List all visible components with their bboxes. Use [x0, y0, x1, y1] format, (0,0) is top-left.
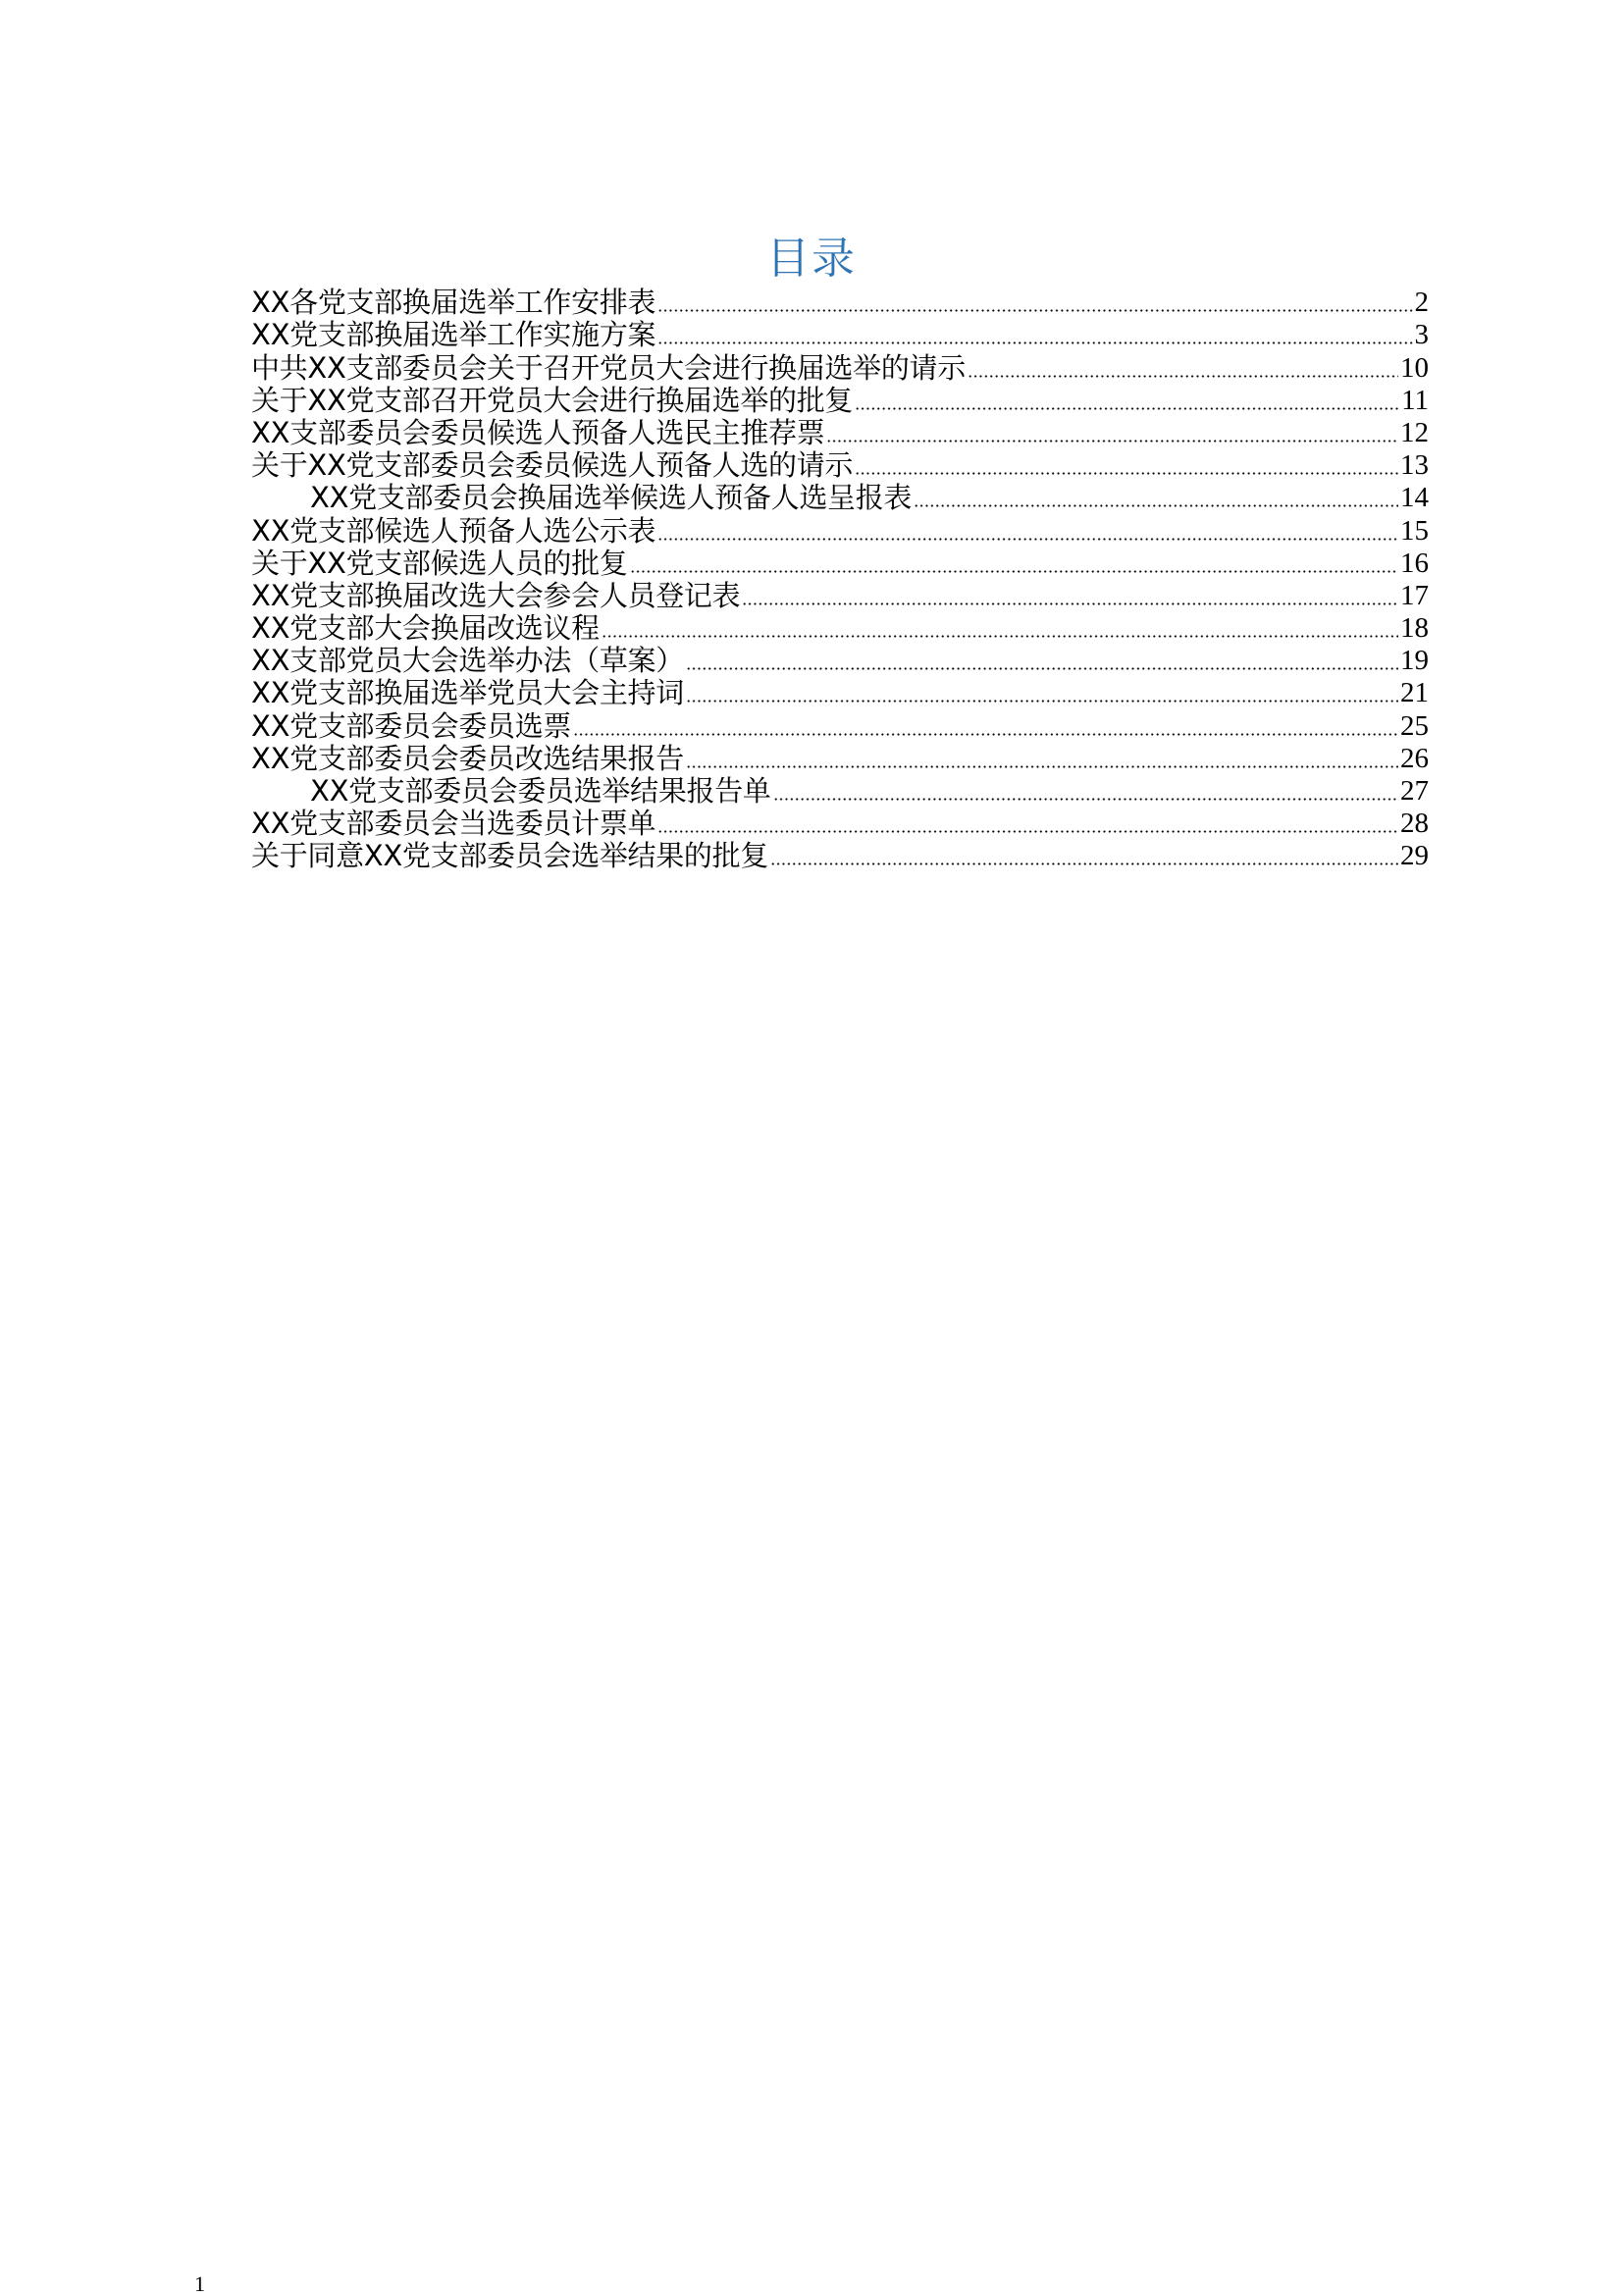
toc-dot-leader	[573, 733, 1398, 736]
toc-entry[interactable]	[251, 709, 1429, 742]
toc-entry[interactable]	[251, 840, 1429, 872]
toc-entry-title: XX党支部委员会换届选举候选人预备人选呈报表	[310, 482, 913, 515]
toc-entry[interactable]	[251, 548, 1429, 580]
toc-entry-page-number: 2	[1414, 287, 1429, 319]
toc-entry-page-number: 19	[1400, 645, 1429, 677]
toc-entry-title: XX党支部委员会委员选举结果报告单	[310, 774, 771, 808]
toc-title: 目录	[766, 234, 857, 284]
toc-entry-page-number: 13	[1400, 449, 1429, 482]
toc-dot-leader	[855, 472, 1398, 475]
toc-dot-leader	[770, 862, 1398, 865]
toc-entry-page-number: 21	[1400, 677, 1429, 709]
toc-dot-leader	[914, 504, 1398, 507]
toc-dot-leader	[686, 700, 1398, 703]
toc-entry-title: XX党支部委员会当选委员计票单	[251, 808, 656, 841]
toc-entry[interactable]	[251, 351, 1429, 384]
toc-dot-leader	[855, 407, 1399, 410]
toc-entry-page-number: 18	[1400, 612, 1429, 645]
toc-entry-page-number: 14	[1400, 482, 1429, 514]
toc-entry-title: 关于XX党支部召开党员大会进行换届选举的批复	[251, 384, 854, 417]
toc-list	[251, 287, 1429, 872]
toc-entry[interactable]	[251, 743, 1429, 775]
toc-entry[interactable]	[251, 514, 1429, 547]
toc-entry-title: XX党支部委员会委员改选结果报告	[251, 742, 684, 775]
toc-entry-page-number: 3	[1414, 319, 1429, 351]
toc-entry[interactable]	[251, 287, 1429, 319]
toc-entry[interactable]	[251, 612, 1429, 645]
toc-entry-title: XX党支部大会换届改选议程	[251, 611, 600, 646]
toc-entry-title: XX支部党员大会选举办法（草案）	[251, 645, 684, 678]
toc-entry[interactable]	[251, 677, 1429, 709]
toc-entry[interactable]	[251, 645, 1429, 677]
toc-entry[interactable]	[251, 580, 1429, 612]
toc-entry-title: 中共XX支部委员会关于召开党员大会进行换届选举的请示	[251, 351, 966, 385]
toc-dot-leader	[657, 309, 1412, 312]
toc-entry[interactable]	[251, 482, 1429, 514]
toc-dot-leader	[657, 341, 1412, 344]
toc-entry-page-number: 15	[1400, 514, 1429, 547]
toc-entry[interactable]	[251, 319, 1429, 351]
toc-entry-title: XX党支部委员会委员选票	[251, 709, 572, 743]
toc-entry-page-number: 11	[1401, 384, 1429, 416]
toc-dot-leader	[742, 602, 1398, 605]
toc-entry-page-number: 25	[1400, 709, 1429, 742]
toc-dot-leader	[630, 570, 1398, 573]
toc-entry[interactable]	[251, 808, 1429, 840]
toc-entry-page-number: 27	[1400, 775, 1429, 807]
toc-entry[interactable]	[251, 417, 1429, 449]
toc-entry-title: 关于同意XX党支部委员会选举结果的批复	[251, 840, 769, 873]
toc-entry-title: XX支部委员会委员候选人预备人选民主推荐票	[251, 416, 825, 449]
toc-entry-title: XX党支部候选人预备人选公示表	[251, 514, 656, 548]
toc-entry-page-number: 17	[1400, 579, 1429, 611]
toc-entry-page-number: 26	[1400, 742, 1429, 774]
toc-entry-title: 关于XX党支部委员会委员候选人预备人选的请示	[251, 448, 854, 483]
toc-entry-page-number: 12	[1400, 416, 1429, 448]
toc-dot-leader	[773, 798, 1398, 801]
toc-entry-title: XX党支部换届选举党员大会主持词	[251, 677, 684, 710]
footer-page-number: 1	[194, 2271, 205, 2296]
toc-entry[interactable]	[251, 385, 1429, 417]
toc-dot-leader	[602, 635, 1398, 638]
toc-entry-page-number: 16	[1400, 547, 1429, 579]
toc-dot-leader	[968, 375, 1398, 378]
toc-dot-leader	[657, 830, 1398, 833]
toc-entry-page-number: 10	[1400, 351, 1429, 384]
toc-dot-leader	[686, 667, 1398, 670]
toc-dot-leader	[657, 538, 1398, 541]
toc-dot-leader	[686, 765, 1398, 768]
toc-entry-title: 关于XX党支部候选人员的批复	[251, 547, 628, 580]
toc-entry-title: XX党支部换届改选大会参会人员登记表	[251, 579, 741, 612]
toc-entry[interactable]	[251, 449, 1429, 482]
toc-entry-page-number: 29	[1400, 840, 1429, 872]
toc-entry-title: XX各党支部换届选举工作安排表	[251, 287, 656, 320]
toc-entry-title: XX党支部换届选举工作实施方案	[251, 319, 656, 352]
toc-dot-leader	[826, 440, 1398, 443]
toc-entry[interactable]	[251, 775, 1429, 808]
toc-entry-page-number: 28	[1400, 808, 1429, 840]
